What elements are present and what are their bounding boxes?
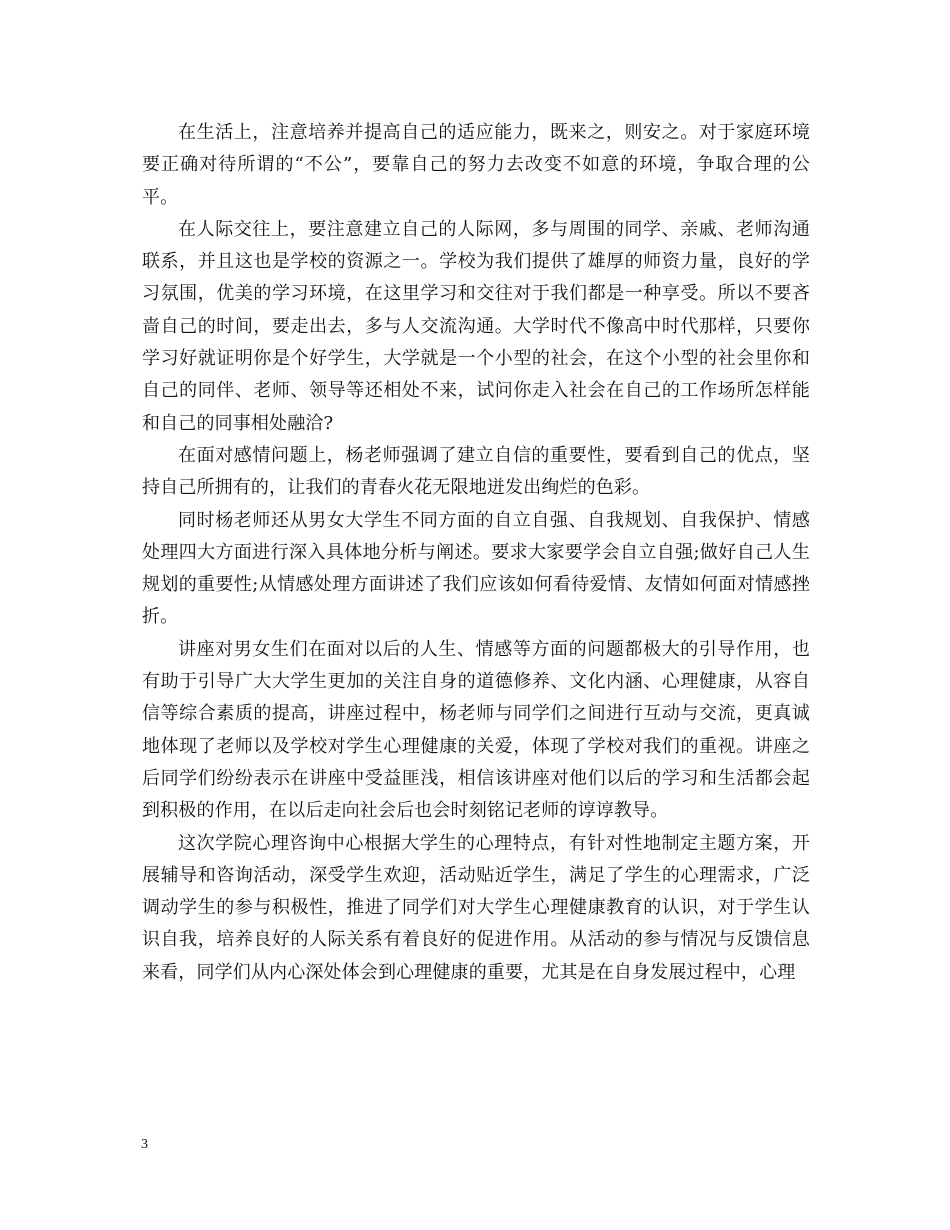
paragraph-emotion-confidence: 在面对感情问题上，杨老师强调了建立自信的重要性，要看到自己的优点，坚持自己所拥有的，让我们的青春火花无限地迸发出绚烂的色彩。: [142, 444, 810, 499]
paragraph-life-adaptation: 在生活上，注意培养并提高自己的适应能力，既来之，则安之。对于家庭环境要正确对待所谓的“不公”，要靠自己的努力去改变不如意的环境，争取合理的公平。: [142, 122, 810, 208]
paragraph-lecture-effect: 讲座对男女生们在面对以后的人生、情感等方面的问题都极大的引导作用，也有助于引导广大大学生更加的关注自身的道德修养、文化内涵、心理健康，从容自信等综合素质的提高，讲座过程中，杨老师与同学们之间进行互动与交流，更真诚地体现了老师以及学校对学生心理健康的关爱，体现了学校对我们的重视。讲座之后同学们纷纷表示在讲座中受益匪浅，相信该讲座对他们以后的学习和生活都会起到积极的作用，在以后走向社会后也会时刻铭记老师的谆谆教导。: [142, 638, 810, 822]
paragraph-interpersonal: 在人际交往上，要注意建立自己的人际网，多与周围的同学、亲戚、老师沟通联系，并且这也是学校的资源之一。学校为我们提供了雄厚的师资力量，良好的学习氛围，优美的学习环境，在这里学习和交往对于我们都是一种享受。所以不要吝啬自己的时间，要走出去，多与人交流沟通。大学时代不像高中时代那样，只要你学习好就证明你是个好学生，大学就是一个小型的社会，在这个小型的社会里你和自己的同伴、老师、领导等还相处不来，试问你走入社会在自己的工作场所怎样能和自己的同事相处融洽?: [142, 218, 810, 434]
paragraph-counseling-center: 这次学院心理咨询中心根据大学生的心理特点，有针对性地制定主题方案，开展辅导和咨询活动，深受学生欢迎，活动贴近学生，满足了学生的心理需求，广泛调动学生的参与积极性，推进了同学们对大学生心理健康教育的认识，对于学生认识自我，培养良好的人际关系有着良好的促进作用。从活动的参与情况与反馈信息来看，同学们从内心深处体会到心理健康的重要，尤其是在自身发展过程中，心理: [142, 832, 810, 983]
paragraph-self-reliance: 同时杨老师还从男女大学生不同方面的自立自强、自我规划、自我保护、情感处理四大方面进行深入具体地分析与阐述。要求大家要学会自立自强;做好自己人生规划的重要性;从情感处理方面讲述了我们应该如何看待爱情、友情如何面对情感挫折。: [142, 509, 810, 628]
body-text: [142, 117, 810, 989]
page-number: 3: [141, 1137, 148, 1152]
